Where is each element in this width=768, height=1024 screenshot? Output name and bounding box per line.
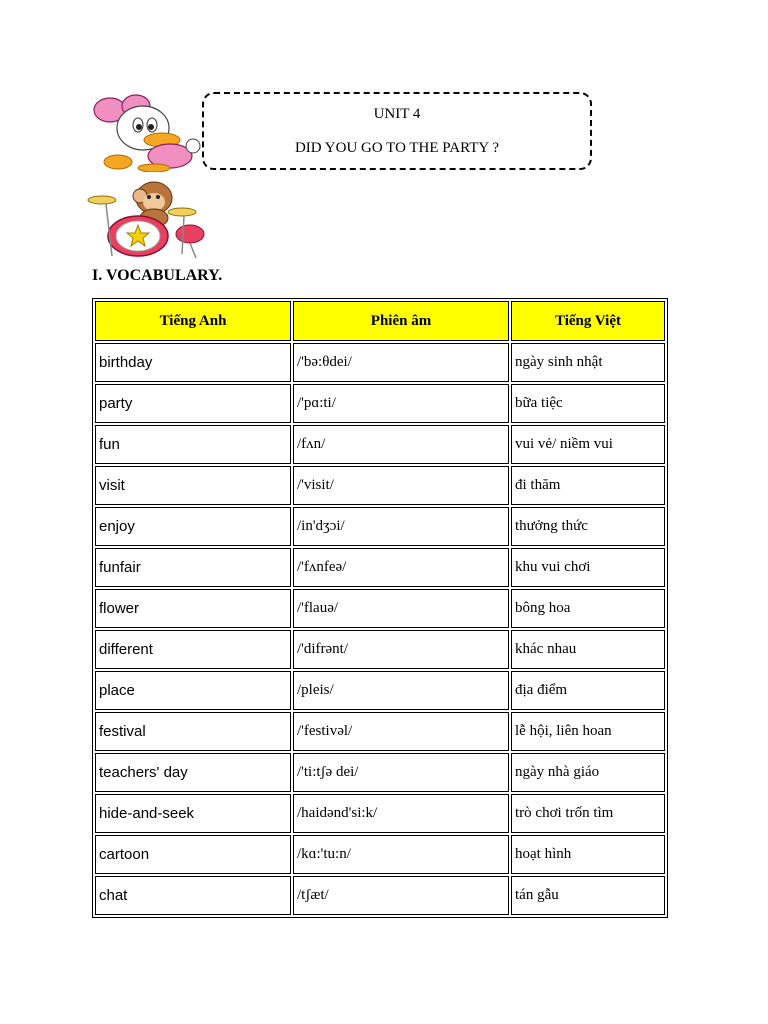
table-row: [95, 384, 665, 423]
phonetic: /'bə:θdei/: [293, 343, 509, 382]
unit-title-box: [202, 92, 592, 170]
table-row: [95, 466, 665, 505]
vietnamese-meaning: vui vẻ/ niềm vui: [511, 425, 665, 464]
vietnamese-meaning: bông hoa: [511, 589, 665, 628]
vietnamese-meaning: khu vui chơi: [511, 548, 665, 587]
table-row: [95, 343, 665, 382]
vietnamese-meaning: bữa tiệc: [511, 384, 665, 423]
english-word: hide-and-seek: [95, 794, 291, 833]
vietnamese-meaning: ngày sinh nhật: [511, 343, 665, 382]
table-row: [95, 507, 665, 546]
phonetic: /tʃæt/: [293, 876, 509, 915]
english-word: funfair: [95, 548, 291, 587]
english-word: enjoy: [95, 507, 291, 546]
phonetic: /haidənd'si:k/: [293, 794, 509, 833]
english-word: flower: [95, 589, 291, 628]
monkey-drummer-illustration: [86, 178, 214, 260]
column-header-english: Tiếng Anh: [95, 301, 291, 341]
vietnamese-meaning: lễ hội, liên hoan: [511, 712, 665, 751]
vietnamese-meaning: khác nhau: [511, 630, 665, 669]
english-word: different: [95, 630, 291, 669]
phonetic: /'ti:tʃə dei/: [293, 753, 509, 792]
table-row: [95, 753, 665, 792]
english-word: fun: [95, 425, 291, 464]
table-row: [95, 794, 665, 833]
table-row: [95, 630, 665, 669]
phonetic: /'flauə/: [293, 589, 509, 628]
phonetic: /pleis/: [293, 671, 509, 710]
table-row: [95, 671, 665, 710]
column-header-phonetic: Phiên âm: [293, 301, 509, 341]
phonetic: /'fʌnfeə/: [293, 548, 509, 587]
phonetic: /'festivəl/: [293, 712, 509, 751]
table-header-row: [95, 301, 665, 341]
table-row: [95, 425, 665, 464]
english-word: visit: [95, 466, 291, 505]
vietnamese-meaning: ngày nhà giáo: [511, 753, 665, 792]
vocabulary-table: [92, 298, 668, 918]
column-header-vietnamese: Tiếng Việt: [511, 301, 665, 341]
english-word: cartoon: [95, 835, 291, 874]
phonetic: /kɑ:'tu:n/: [293, 835, 509, 874]
phonetic: /'difrənt/: [293, 630, 509, 669]
section-heading: I. VOCABULARY.: [92, 267, 223, 284]
english-word: birthday: [95, 343, 291, 382]
phonetic: /'visit/: [293, 466, 509, 505]
english-word: teachers' day: [95, 753, 291, 792]
vietnamese-meaning: trò chơi trốn tìm: [511, 794, 665, 833]
table-row: [95, 876, 665, 915]
vietnamese-meaning: tán gẫu: [511, 876, 665, 915]
english-word: chat: [95, 876, 291, 915]
phonetic: /fʌn/: [293, 425, 509, 464]
table-row: [95, 712, 665, 751]
table-row: [95, 589, 665, 628]
vietnamese-meaning: thưởng thức: [511, 507, 665, 546]
vietnamese-meaning: đi thăm: [511, 466, 665, 505]
vietnamese-meaning: địa điểm: [511, 671, 665, 710]
duck-illustration: [88, 92, 206, 172]
unit-number: UNIT 4: [373, 106, 421, 122]
table-row: [95, 548, 665, 587]
lesson-title: DID YOU GO TO THE PARTY ?: [294, 140, 500, 156]
phonetic: /'pɑ:ti/: [293, 384, 509, 423]
table-row: [95, 835, 665, 874]
vietnamese-meaning: hoạt hình: [511, 835, 665, 874]
english-word: party: [95, 384, 291, 423]
english-word: festival: [95, 712, 291, 751]
english-word: place: [95, 671, 291, 710]
phonetic: /in'dʒɔi/: [293, 507, 509, 546]
